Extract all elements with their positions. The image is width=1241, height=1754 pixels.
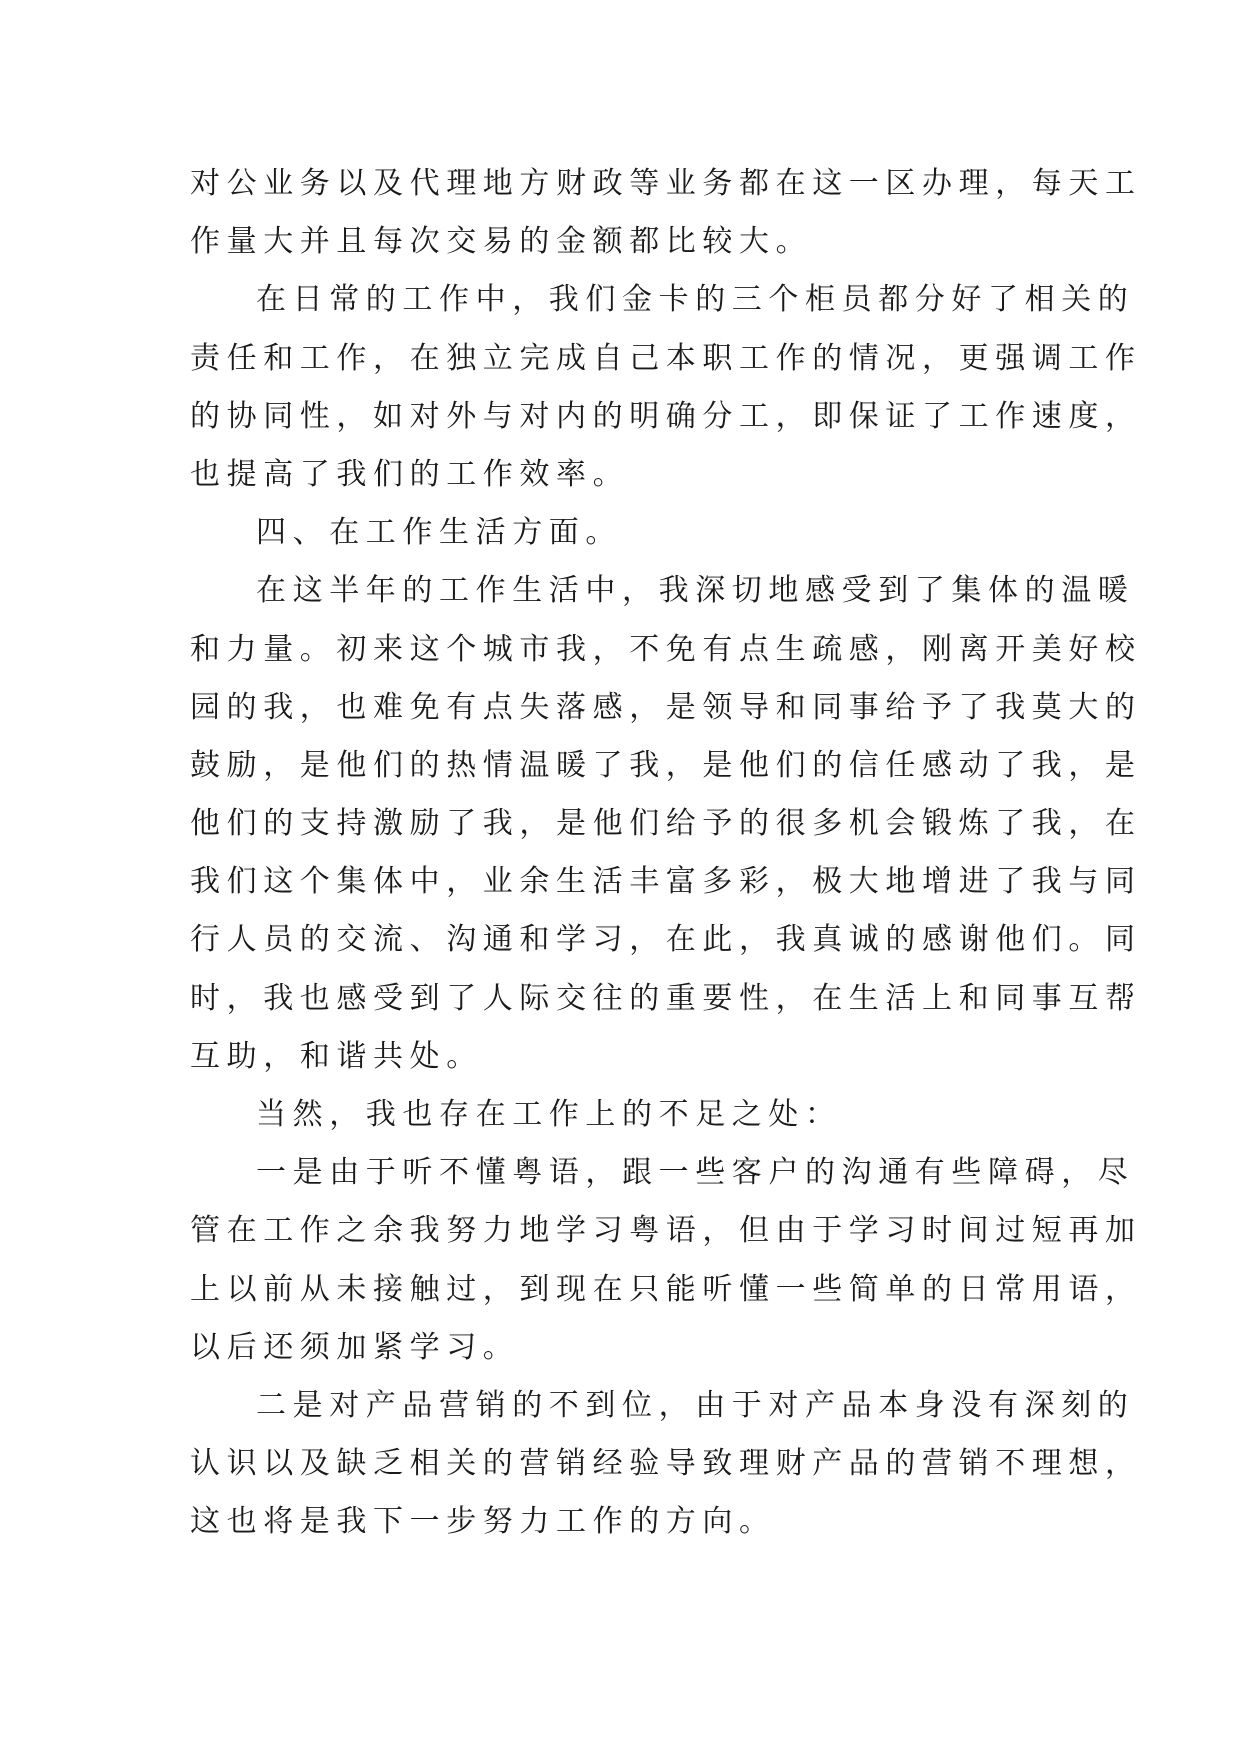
text-line: 二是对产品营销的不到位，由于对产品本身没有深刻的 (256, 1387, 1135, 1423)
text-line: 上以前从未接触过，到现在只能听懂一些简单的日常用语， (190, 1271, 1142, 1307)
text-line: 认识以及缺乏相关的营销经验导致理财产品的营销不理想， (190, 1446, 1142, 1482)
text-line: 我们这个集体中，业余生活丰富多彩，极大地增进了我与同 (190, 864, 1142, 900)
text-line: 一是由于听不懂粤语，跟一些客户的沟通有些障碍，尽 (256, 1155, 1135, 1191)
text-line: 对公业务以及代理地方财政等业务都在这一区办理，每天工 (190, 166, 1142, 201)
text-line: 鼓励，是他们的热情温暖了我，是他们的信任感动了我，是 (190, 747, 1142, 783)
text-line: 作量大并且每次交易的金额都比较大。 (190, 224, 813, 260)
text-line: 这也将是我下一步努力工作的方向。 (190, 1504, 776, 1540)
text-line: 责任和工作，在独立完成自己本职工作的情况，更强调工作 (190, 340, 1142, 376)
section-heading: 四、在工作生活方面。 (256, 515, 622, 551)
text-line: 也提高了我们的工作效率。 (190, 456, 630, 492)
document-body (190, 155, 1142, 1552)
text-line: 在日常的工作中，我们金卡的三个柜员都分好了相关的 (256, 282, 1135, 318)
text-line: 他们的支持激励了我，是他们给予的很多机会锻炼了我，在 (190, 806, 1142, 842)
text-line: 管在工作之余我努力地学习粤语，但由于学习时间过短再加 (190, 1213, 1142, 1249)
text-line: 当然，我也存在工作上的不足之处： (256, 1097, 842, 1132)
text-line: 时，我也感受到了人际交往的重要性，在生活上和同事互帮 (190, 980, 1142, 1016)
text-line: 和力量。初来这个城市我，不免有点生疏感，刚离开美好校 (190, 631, 1142, 667)
text-line: 行人员的交流、沟通和学习，在此，我真诚的感谢他们。同 (190, 922, 1142, 958)
text-line: 在这半年的工作生活中，我深切地感受到了集体的温暖 (256, 573, 1135, 609)
text-line: 园的我，也难免有点失落感，是领导和同事给予了我莫大的 (190, 689, 1142, 725)
text-line: 以后还须加紧学习。 (190, 1329, 520, 1365)
text-line: 互助，和谐共处。 (190, 1038, 483, 1074)
text-line: 的协同性，如对外与对内的明确分工，即保证了工作速度， (190, 398, 1142, 434)
